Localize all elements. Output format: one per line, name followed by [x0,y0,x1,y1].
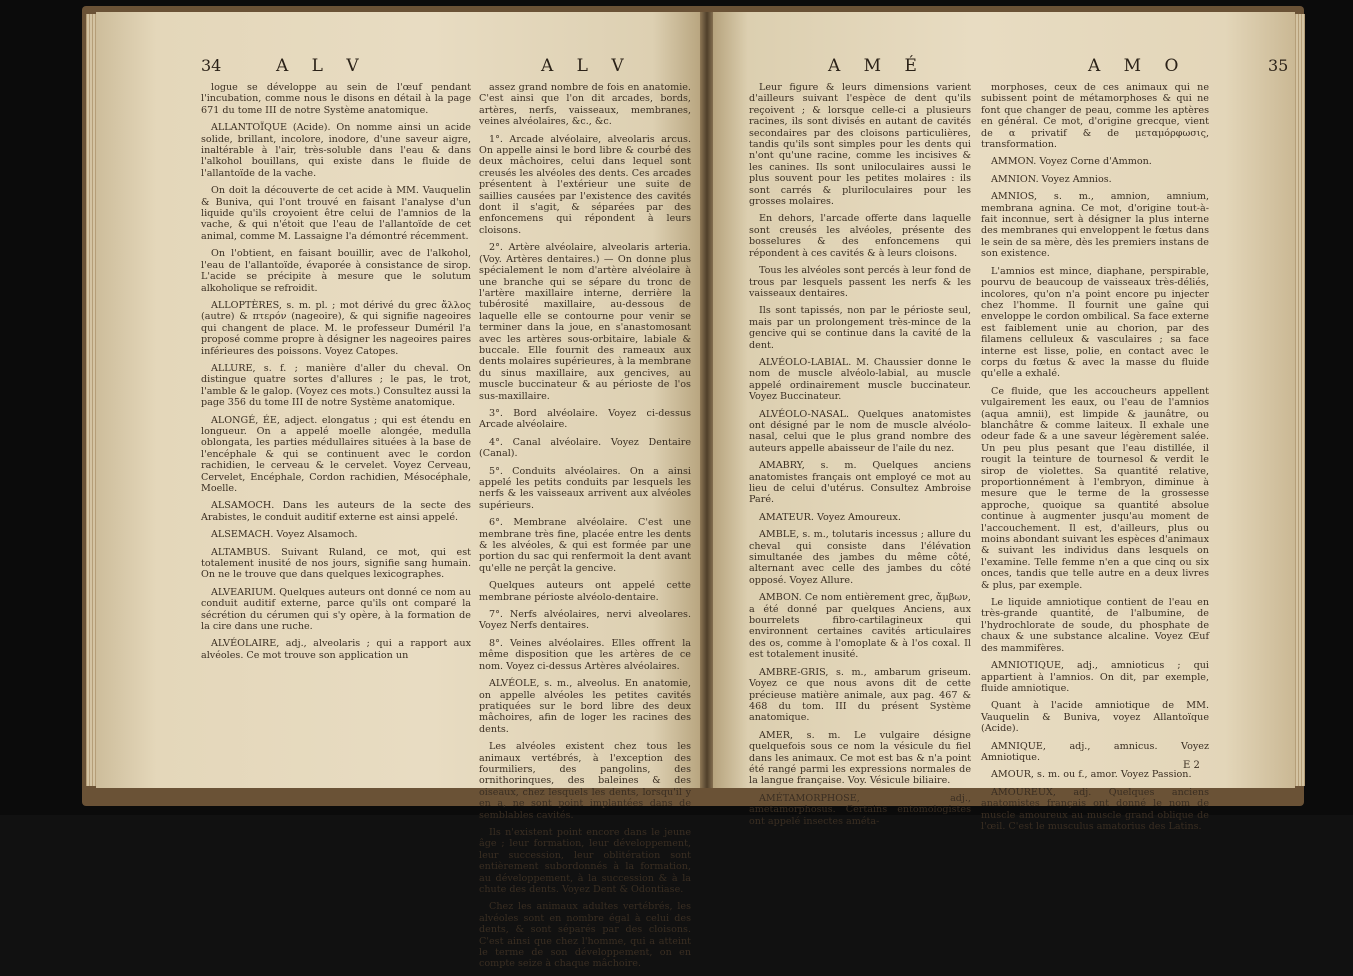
paragraph: Ils n'existent point encore dans le jeune âge ; leur formation, leur développement, leur succession, leur oblitération sont entièrement subordonnés à la formation, au développement, à la succession & à la chute des dents. Voyez Dent & Odontiase. [479,826,691,895]
left-page [96,12,701,970]
paragraph: ALONGÉ, ÉE, adject. elongatus ; qui est étendu en longueur. On a appelé moelle alongée, medulla oblongata, les parties médullaires situées à la base de l'encéphale & qui se continuent avec le cordon rachidien, le cerveau & le cervelet. Voyez Cerveau, Cervelet, Encéphale, Cordon rachidien, Mésocéphale, Moelle. [201,414,471,494]
paragraph: 4°. Canal alvéolaire. Voyez Dentaire (Canal). [479,436,691,460]
paragraph: 8°. Veines alvéolaires. Elles offrent la même disposition que les artères de ce nom. Voyez ci-dessus Artères alvéolaires. [479,637,691,672]
left-header-col1: A L V [276,56,368,76]
paragraph: AMMON. Voyez Corne d'Ammon. [991,156,1152,168]
paragraph: Leur figure & leurs dimensions varient d'ailleurs suivant l'espèce de dent qu'ils reçoivent ; & lorsque celle-ci a plusieurs racines, ils sont divisés en autant de cavités secondaires par des cloisons particulières, tandis qu'ils sont simples pour les dents qui n'ont qu'une racine, comme les incisives & les canines. Ils sont uniloculaires aussi le plus souvent pour les petites molaires : ils sont carrés & pluriloculaires pour les grosses molaires. [749,82,971,208]
paragraph: AMNION. Voyez Amnios. [991,173,1112,185]
paragraph: Le liquide amniotique contient de l'eau en très-grande quantité, de l'albumine, de l'hydrochlorate de soude, du phosphate de chaux & une substance alcaline. Voyez Œuf des mammifères. [981,597,1209,654]
paragraph: AMATEUR. Voyez Amoureux. [759,511,901,523]
paragraph: ALLOPTÈRES, s. m. pl. ; mot dérivé du grec ἄλλος (autre) & πτερόν (nageoire), & qui signifie nageoires qui changent de place. M. le professeur Duméril l'a proposé comme propre à désigner les nageoires paires inférieures des poissons. Voyez Catopes. [201,299,471,357]
paragraph: ALVEARIUM. Quelques auteurs ont donné ce nom au conduit auditif externe, parce qu'ils ont comparé la sécrétion du cérumen qui s'y opère, à la formation de la cire dans une ruche. [201,586,471,633]
left-page-number: 34 [201,56,222,75]
paragraph: ALLANTOÏQUE (Acide). On nomme ainsi un acide solide, brillant, incolore, inodore, d'une saveur aigre, inaltérable à l'air, très-soluble dans l'eau & dans l'alkohol bouillans, qui existe dans le fluide de l'allantoïde de la vache. [201,122,471,179]
page-edges-right [1295,14,1305,786]
paragraph: 3°. Bord alvéolaire. Voyez ci-dessus Arcade alvéolaire. [479,407,691,431]
paragraph: 7°. Nerfs alvéolaires, nervi alveolares. Voyez Nerfs dentaires. [479,609,691,632]
paragraph: ALTAMBUS. Suivant Ruland, ce mot, qui est totalement inusité de nos jours, signifie sang humain. On ne le trouve que dans quelques lexicographes. [201,546,471,581]
paragraph: AMNIOS, s. m., amnion, amnium, membrana agnina. Ce mot, d'origine tout-à-fait inconnue, sert à désigner la plus interne des membranes qui enveloppent le fœtus dans le sein de sa mère, dès les premiers instans de son existence. [981,191,1209,260]
paragraph: AMBON. Ce nom entièrement grec, ἄμβων, a été donné par quelques Anciens, aux bourrelets fibro-cartilagineux qui environnent certaines cavités articulaires des os, comme à l'omoplate & à l'os coxal. Il est totalement inusité. [749,592,971,661]
right-column-2 [981,82,1209,838]
paragraph: AMOUREUX, adj. Quelques anciens anatomistes français ont donné le nom de muscle amoureux au muscle grand oblique de l'œil. C'est le musculus amatorius des Latins. [981,786,1209,832]
paragraph: AMBLE, s. m., tolutaris incessus ; allure du cheval qui consiste dans l'élévation simultanée des jambes du même côté, alternant avec celle des jambes du côté opposé. Voyez Allure. [749,529,971,586]
paragraph: Quant à l'acide amniotique de MM. Vauquelin & Buniva, voyez Allantoïque (Acide). [981,700,1209,735]
paragraph: ALSEMACH. Voyez Alsamoch. [211,529,358,541]
paragraph: AMBRE-GRIS, s. m., ambarum griseum. Voyez ce que nous avons dit de cette précieuse matière animale, aux pag. 467 & 468 du tom. III du présent Système anatomique. [749,666,971,724]
paragraph: morphoses, ceux de ces animaux qui ne subissent point de métamorphoses & qui ne font que changer de peau, comme les aptères en général. Ce mot, d'origine grecque, vient de α privatif & de μεταμόρφωσις, transformation. [981,82,1209,151]
paragraph: Chez les animaux adultes vertébrés, les alvéoles sont en nombre égal à celui des dents, & sont séparés par des cloisons. C'est ainsi que chez l'homme, qui a atteint le terme de son développement, on en compte seize à chaque mâchoire. [479,901,691,970]
page-edges-left [86,14,96,786]
paragraph: En dehors, l'arcade offerte dans laquelle sont creusés les alvéoles, présente des bosselures & des enfoncemens qui répondent à ces cavités & à leurs cloisons. [749,213,971,259]
left-header-col2: A L V [541,56,633,76]
paragraph: ALLURE, s. f. ; manière d'aller du cheval. On distingue quatre sortes d'allures ; le pas, le trot, l'amble & le galop. (Voyez ces mots.) Consultez aussi la page 356 du tome III de notre Système anatomique. [201,362,471,409]
paragraph: Quelques auteurs ont appelé cette membrane périoste alvéolo-dentaire. [479,580,691,603]
paragraph: ALVÉOLO-NASAL. Quelques anatomistes ont désigné par le nom de muscle alvéolo-nasal, celui que le plus grand nombre des auteurs appelle abaisseur de l'aile du nez. [749,408,971,454]
paragraph: 1°. Arcade alvéolaire, alveolaris arcus. On appelle ainsi le bord libre & courbé des deux mâchoires, celui dans lequel sont creusés les alvéoles des dents. Ces arcades présentent à l'extérieur une suite de saillies causées par l'existence des cavités dont il s'agit, & séparées par des enfoncemens qui répondent à leurs cloisons. [479,133,691,236]
right-header-col1: A M É [828,56,926,76]
paragraph: AMÉTAMORPHOSE, adj., ametamorphosus. Certains entomologistes ont appelé insectes améta- [749,792,971,827]
paragraph: L'amnios est mince, diaphane, perspirable, pourvu de beaucoup de vaisseaux très-déliés, incolores, qu'on n'a point encore pu injecter chez l'homme. Il fournit une gaîne qui enveloppe le cordon ombilical. Sa face externe est faiblement unie au chorion, par des filamens celluleux & vasculaires ; sa face interne est lisse, polie, en contact avec le corps du fœtus & avec la masse du fluide qu'elle a exhalé. [981,265,1209,380]
right-page-number: 35 [1268,56,1289,75]
paragraph: Tous les alvéoles sont percés à leur fond de trous par lesquels passent les nerfs & les vaisseaux dentaires. [749,265,971,299]
paragraph: On l'obtient, en faisant bouillir, avec de l'alkohol, l'eau de l'allantoïde, évaporée à consistance de sirop. L'acide se précipite à mesure que le solutum alkoholique se refroidit. [201,248,471,294]
paragraph: AMOUR, s. m. ou f., amor. Voyez Passion. [991,769,1192,781]
paragraph: Les alvéoles existent chez tous les animaux vertébrés, à l'exception des fourmiliers, des pangolins, des ornithorinques, des baleines & des oiseaux, chez lesquels les dents, lorsqu'il y en a, ne sont point implantées dans de semblables cavités. [479,741,691,821]
right-column-1 [749,82,971,833]
right-header-col2: A M O [1088,56,1188,76]
paragraph: Ils sont tapissés, non par le périoste seul, mais par un prolongement très-mince de la gencive qui se continue dans la cavité de la dent. [749,305,971,351]
right-page [713,12,1295,832]
left-column-2 [479,82,691,976]
paragraph: AMNIQUE, adj., amnicus. Voyez Amniotique. [981,740,1209,763]
paragraph: AMNIOTIQUE, adj., amnioticus ; qui appartient à l'amnios. On dit, par exemple, fluide amniotique. [981,660,1209,694]
signature-mark: E 2 [1183,760,1200,771]
paragraph: 5°. Conduits alvéolaires. On a ainsi appelé les petits conduits par lesquels les nerfs & les vaisseaux arrivent aux alvéoles supérieurs. [479,465,691,511]
paragraph: logue se développe au sein de l'œuf pendant l'incubation, comme nous le disons en détail à la page 671 du tome III de notre Système anatomique. [201,82,471,116]
left-column-1 [201,82,471,667]
paragraph: 2°. Artère alvéolaire, alveolaris arteria. (Voy. Artères dentaires.) — On donne plus spécialement le nom d'artère alvéolaire à une branche qui se sépare du tronc de l'artère maxillaire interne, derrière la tubérosité maxillaire, au-dessous de laquelle elle se contourne pour venir se terminer dans la joue, en s'anastomosant avec les artères sous-orbitaire, labiale & buccale. Elle fournit des rameaux aux dents molaires supérieures, à la membrane du sinus maxillaire, aux gencives, au muscle buccinateur & au périoste de l'os sus-maxillaire. [479,242,691,402]
paragraph: On doit la découverte de cet acide à MM. Vauquelin & Buniva, qui l'ont trouvé en faisant l'analyse d'un liquide qu'ils croyoient être celui de l'amnios de la vache, & qui n'étoit que l'eau de l'allantoïde de cet animal, comme M. Lassaigne l'a démontré récemment. [201,185,471,242]
paragraph: ALSAMOCH. Dans les auteurs de la secte des Arabistes, le conduit auditif externe est ainsi appelé. [201,500,471,523]
paragraph: 6°. Membrane alvéolaire. C'est une membrane très fine, placée entre les dents & les alvéoles, & qui est formée par une portion du sac qui renfermoit la dent avant qu'elle ne perçât la gencive. [479,517,691,574]
book-gutter [700,12,714,788]
paragraph: Ce fluide, que les accoucheurs appellent vulgairement les eaux, ou l'eau de l'amnios (aqua amnii), est limpide & jaunâtre, ou blanchâtre & comme laiteux. Il exhale une odeur fade & a une saveur légèrement salée. Un peu plus pesant que l'eau distillée, il rougit la teinture de tournesol & verdit le sirop de violettes. Sa quantité relative, proportionnément à l'embryon, diminue à mesure que le terme de la grossesse approche, quoique sa quantité absolue continue à augmenter jusqu'au moment de l'accouchement. Il est, d'ailleurs, plus ou moins abondant suivant les espèces d'animaux & suivant les individus dans lesquels on l'examine. Telle femme n'en a que cinq ou six onces, tandis que telle autre en a deux livres & plus, par exemple. [981,385,1209,591]
paragraph: AMER, s. m. Le vulgaire désigne quelquefois sous ce nom la vésicule du fiel dans les animaux. Ce mot est bas & n'a point été rangé parmi les expressions normales de la langue française. Voy. Vésicule biliaire. [749,729,971,787]
paragraph: AMABRY, s. m. Quelques anciens anatomistes français ont employé ce mot au lieu de celui d'utérus. Consultez Ambroise Paré. [749,460,971,506]
paragraph: ALVÉOLO-LABIAL. M. Chaussier donne le nom de muscle alvéolo-labial, au muscle appelé ordinairement muscle buccinateur. Voyez Buccinateur. [749,356,971,403]
paragraph: assez grand nombre de fois en anatomie. C'est ainsi que l'on dit arcades, bords, artères, nerfs, vaisseaux, membranes, veines alvéolaires, &c., &c. [479,82,691,128]
paragraph: ALVÉOLE, s. m., alveolus. En anatomie, on appelle alvéoles les petites cavités pratiquées sur le bord libre des deux mâchoires, afin de loger les racines des dents. [479,678,691,735]
paragraph: ALVÉOLAIRE, adj., alveolaris ; qui a rapport aux alvéoles. Ce mot trouve son application un [201,638,471,661]
